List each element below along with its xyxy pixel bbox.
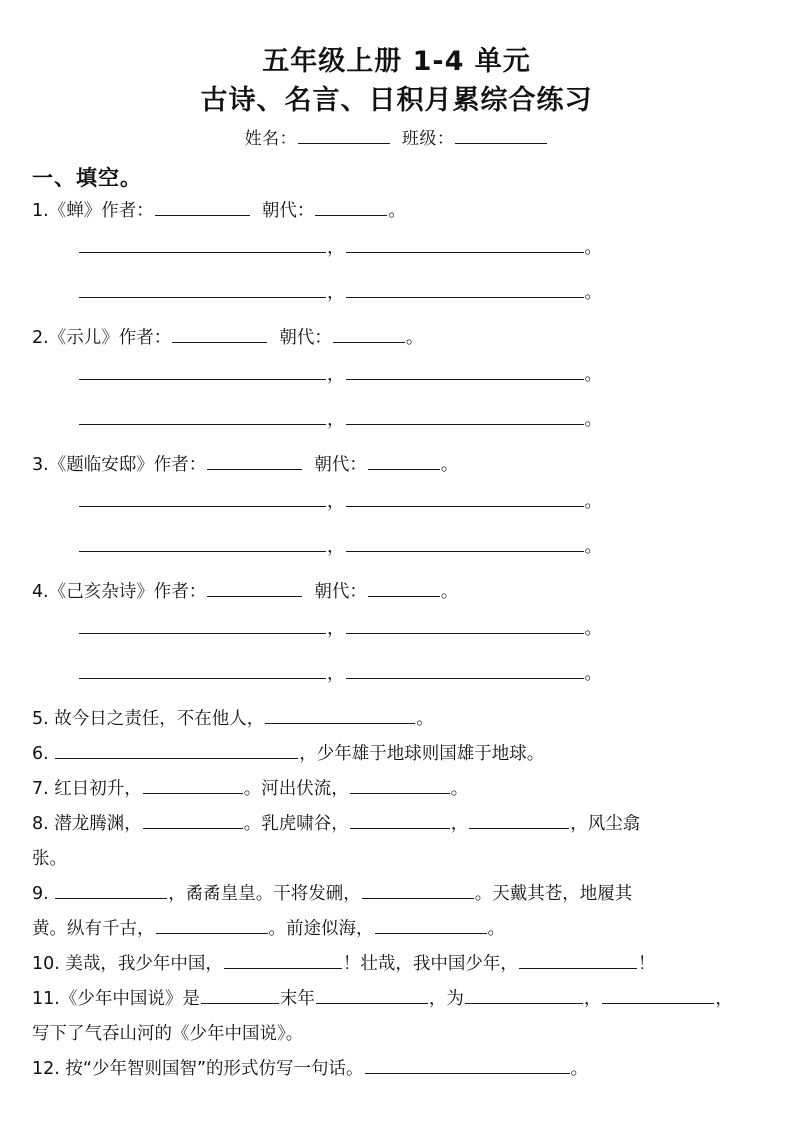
- poem-3-row1-blank-a[interactable]: [79, 489, 326, 507]
- poem-2-row1-blank-a[interactable]: [79, 362, 326, 380]
- poem-4-row1-blank-b[interactable]: [346, 616, 584, 634]
- poem-4-row2-comma: ，: [327, 664, 345, 684]
- poem-2-answer-row-1: [78, 358, 763, 403]
- page-title-line2: 古诗、名言、日积月累综合练习: [200, 85, 593, 116]
- poem-3-row2-period: 。: [584, 537, 602, 557]
- poem-4-dynasty-blank[interactable]: [368, 579, 440, 597]
- q7-blank-1[interactable]: [143, 776, 243, 794]
- q9-text-3: 黄。纵有千古，: [32, 919, 155, 939]
- q8-text-4: ，风尘翕: [570, 814, 641, 834]
- poem-item-4: [32, 575, 763, 610]
- poem-1-answer-row-1: [78, 231, 763, 276]
- poem-4-period: 。: [440, 582, 459, 602]
- q9-blank-2[interactable]: [362, 881, 474, 899]
- section-heading-fill-in-blanks: 一、填空。: [32, 166, 142, 190]
- poem-2-row1-comma: ，: [327, 365, 345, 385]
- poem-1-number: 1.: [32, 201, 49, 221]
- poem-item-2: [32, 321, 763, 356]
- q9-text-1: ，矞矞皇皇。干将发硎，: [168, 884, 361, 904]
- poem-1-row1-comma: ，: [327, 238, 345, 258]
- q10-blank-1[interactable]: [224, 951, 342, 969]
- question-item-10: [32, 947, 763, 982]
- q5-text-1: 故今日之责任，不在他人，: [54, 709, 265, 729]
- question-item-7: [32, 772, 763, 807]
- poem-1-row2-comma: ，: [327, 283, 345, 303]
- q8-text-2: 。乳虎啸谷，: [243, 814, 349, 834]
- q7-text-2: 。河出伏流，: [243, 779, 349, 799]
- poem-2-row2-comma: ，: [327, 410, 345, 430]
- poem-2-row2-blank-b[interactable]: [346, 407, 584, 425]
- poem-2-row2-blank-a[interactable]: [79, 407, 326, 425]
- poem-1-dynasty-label: 朝代：: [261, 201, 315, 221]
- q9-text-2: 。天戴其苍，地履其: [474, 884, 633, 904]
- question-item-5: [32, 702, 763, 737]
- q5-text-2: 。: [416, 709, 434, 729]
- poem-3-answer-lines: [78, 485, 763, 575]
- q12-text-1: 按“少年智则国智”的形式仿写一句话。: [65, 1059, 364, 1079]
- q11-text-2: 末年: [279, 989, 315, 1009]
- poem-1-answer-row-2: [78, 276, 763, 321]
- poem-2-row1-period: 。: [584, 365, 602, 385]
- poem-item-1: [32, 194, 763, 229]
- q12-text-2: 。: [570, 1059, 589, 1079]
- q9-text-5: 。: [487, 919, 505, 939]
- poem-3-row2-blank-b[interactable]: [346, 534, 584, 552]
- name-label: 姓名：: [244, 129, 298, 149]
- question-item-6: [32, 737, 763, 772]
- poem-3-row1-period: 。: [584, 492, 602, 512]
- q12-blank-1[interactable]: [365, 1056, 570, 1074]
- poem-4-row2-blank-b[interactable]: [346, 661, 584, 679]
- q8-text-5: 张。: [32, 849, 67, 869]
- poem-3-author-label: 作者：: [153, 455, 207, 475]
- q8-blank-2[interactable]: [350, 811, 450, 829]
- q10-blank-2[interactable]: [519, 951, 637, 969]
- poem-3-answer-row-2: [78, 530, 763, 575]
- poem-1-row2-blank-a[interactable]: [79, 280, 326, 298]
- poem-3-row1-comma: ，: [327, 492, 345, 512]
- questions-container: [32, 194, 763, 1087]
- q9-text-4: 。前途似海，: [268, 919, 374, 939]
- q9-blank-3[interactable]: [156, 916, 268, 934]
- q10-text-2: ！壮哉，我中国少年，: [342, 954, 518, 974]
- q8-number: 8.: [32, 814, 49, 834]
- poem-4-answer-lines: [78, 612, 763, 702]
- q9-blank-1[interactable]: [55, 881, 167, 899]
- poem-3-row1-blank-b[interactable]: [346, 489, 584, 507]
- q9-blank-4[interactable]: [375, 916, 487, 934]
- q7-number: 7.: [32, 779, 49, 799]
- poem-3-answer-row-1: [78, 485, 763, 530]
- q11-blank-2[interactable]: [316, 986, 428, 1004]
- poem-2-dynasty-label: 朝代：: [279, 328, 332, 348]
- poem-4-answer-row-2: [78, 657, 763, 702]
- poem-2-answer-row-2: [78, 403, 763, 448]
- poem-1-author-label: 作者：: [101, 201, 154, 221]
- q8-blank-3[interactable]: [469, 811, 569, 829]
- poem-3-period: 。: [440, 455, 459, 475]
- q11-number: 11.: [32, 989, 60, 1009]
- poem-4-author-blank[interactable]: [207, 579, 302, 597]
- poem-2-author-label: 作者：: [118, 328, 172, 348]
- q7-text-3: 。: [450, 779, 469, 799]
- poem-3-dynasty-blank[interactable]: [368, 452, 440, 470]
- poem-1-period: 。: [388, 201, 406, 221]
- poem-1-title: 《蝉》: [48, 201, 102, 221]
- name-input-blank[interactable]: [298, 127, 390, 144]
- poem-3-author-blank[interactable]: [207, 452, 302, 470]
- poem-4-row1-comma: ，: [327, 619, 345, 639]
- q11-text-3: ，为: [428, 989, 464, 1009]
- poem-4-row2-period: 。: [584, 664, 602, 684]
- poem-2-row1-blank-b[interactable]: [346, 362, 584, 380]
- poem-4-dynasty-label: 朝代：: [314, 582, 367, 602]
- poem-1-row1-period: 。: [584, 238, 602, 258]
- question-item-8: [32, 807, 763, 877]
- q11-text-1: 《少年中国说》是: [59, 989, 200, 1009]
- poem-1-author-blank[interactable]: [155, 198, 250, 216]
- poem-1-row1-blank-b[interactable]: [346, 235, 584, 253]
- poem-1-row2-period: 。: [584, 283, 602, 303]
- q11-blank-3[interactable]: [465, 986, 583, 1004]
- q7-text-1: 红日初升，: [54, 779, 142, 799]
- q10-number: 10.: [32, 954, 60, 974]
- poem-2-row2-period: 。: [584, 410, 602, 430]
- q8-blank-1[interactable]: [143, 811, 243, 829]
- class-label: 班级：: [401, 129, 455, 149]
- poem-4-row1-period: 。: [584, 619, 602, 639]
- poem-3-row2-blank-a[interactable]: [79, 534, 326, 552]
- title-block: [0, 0, 793, 120]
- poem-1-row2-blank-b[interactable]: [346, 280, 584, 298]
- poem-4-number: 4.: [32, 582, 49, 602]
- poem-3-title: 《题临安邸》: [48, 455, 154, 475]
- question-item-11: [32, 982, 763, 1052]
- poem-3-dynasty-label: 朝代：: [314, 455, 367, 475]
- poem-4-title: 《己亥杂诗》: [48, 582, 154, 602]
- q11-blank-1[interactable]: [201, 986, 279, 1004]
- poem-2-answer-lines: [78, 358, 763, 448]
- q10-text-1: 美哉，我少年中国，: [65, 954, 223, 974]
- poem-2-period: 。: [405, 328, 424, 348]
- poem-2-dynasty-blank[interactable]: [333, 325, 405, 343]
- q5-number: 5.: [32, 709, 49, 729]
- q11-text-6: 写下了气吞山河的《少年中国说》。: [32, 1024, 304, 1044]
- poem-3-row2-comma: ，: [327, 537, 345, 557]
- q12-number: 12.: [32, 1059, 60, 1079]
- poem-1-dynasty-blank[interactable]: [315, 198, 387, 216]
- q11-text-5: ，: [715, 989, 733, 1009]
- poem-2-title: 《示儿》: [48, 328, 119, 348]
- q6-number: 6.: [32, 744, 49, 764]
- q9-number: 9.: [32, 884, 49, 904]
- poem-item-3: [32, 448, 763, 483]
- q7-blank-2[interactable]: [350, 776, 450, 794]
- poem-1-row1-blank-a[interactable]: [79, 235, 326, 253]
- poem-4-answer-row-1: [78, 612, 763, 657]
- poem-4-row1-blank-a[interactable]: [79, 616, 326, 634]
- poem-2-number: 2.: [32, 328, 49, 348]
- poem-4-row2-blank-a[interactable]: [79, 661, 326, 679]
- page-title-line1: 五年级上册 1-4 单元: [262, 46, 531, 77]
- poem-2-author-blank[interactable]: [172, 325, 267, 343]
- question-item-9: [32, 877, 763, 947]
- student-info-row: [0, 126, 793, 152]
- poem-1-answer-lines: [78, 231, 763, 321]
- q8-text-3: ，: [450, 814, 469, 834]
- poem-4-author-label: 作者：: [153, 582, 207, 602]
- q11-blank-4[interactable]: [602, 986, 714, 1004]
- q8-text-1: 潜龙腾渊，: [54, 814, 142, 834]
- q6-blank-1[interactable]: [55, 741, 298, 759]
- question-item-12: [32, 1052, 763, 1087]
- q11-text-4: ，: [583, 989, 602, 1009]
- poem-3-number: 3.: [32, 455, 49, 475]
- class-input-blank[interactable]: [455, 127, 547, 144]
- q10-text-3: ！: [637, 954, 656, 974]
- q5-blank-1[interactable]: [265, 706, 415, 724]
- q6-text-1: ，少年雄于地球则国雄于地球。: [299, 744, 545, 764]
